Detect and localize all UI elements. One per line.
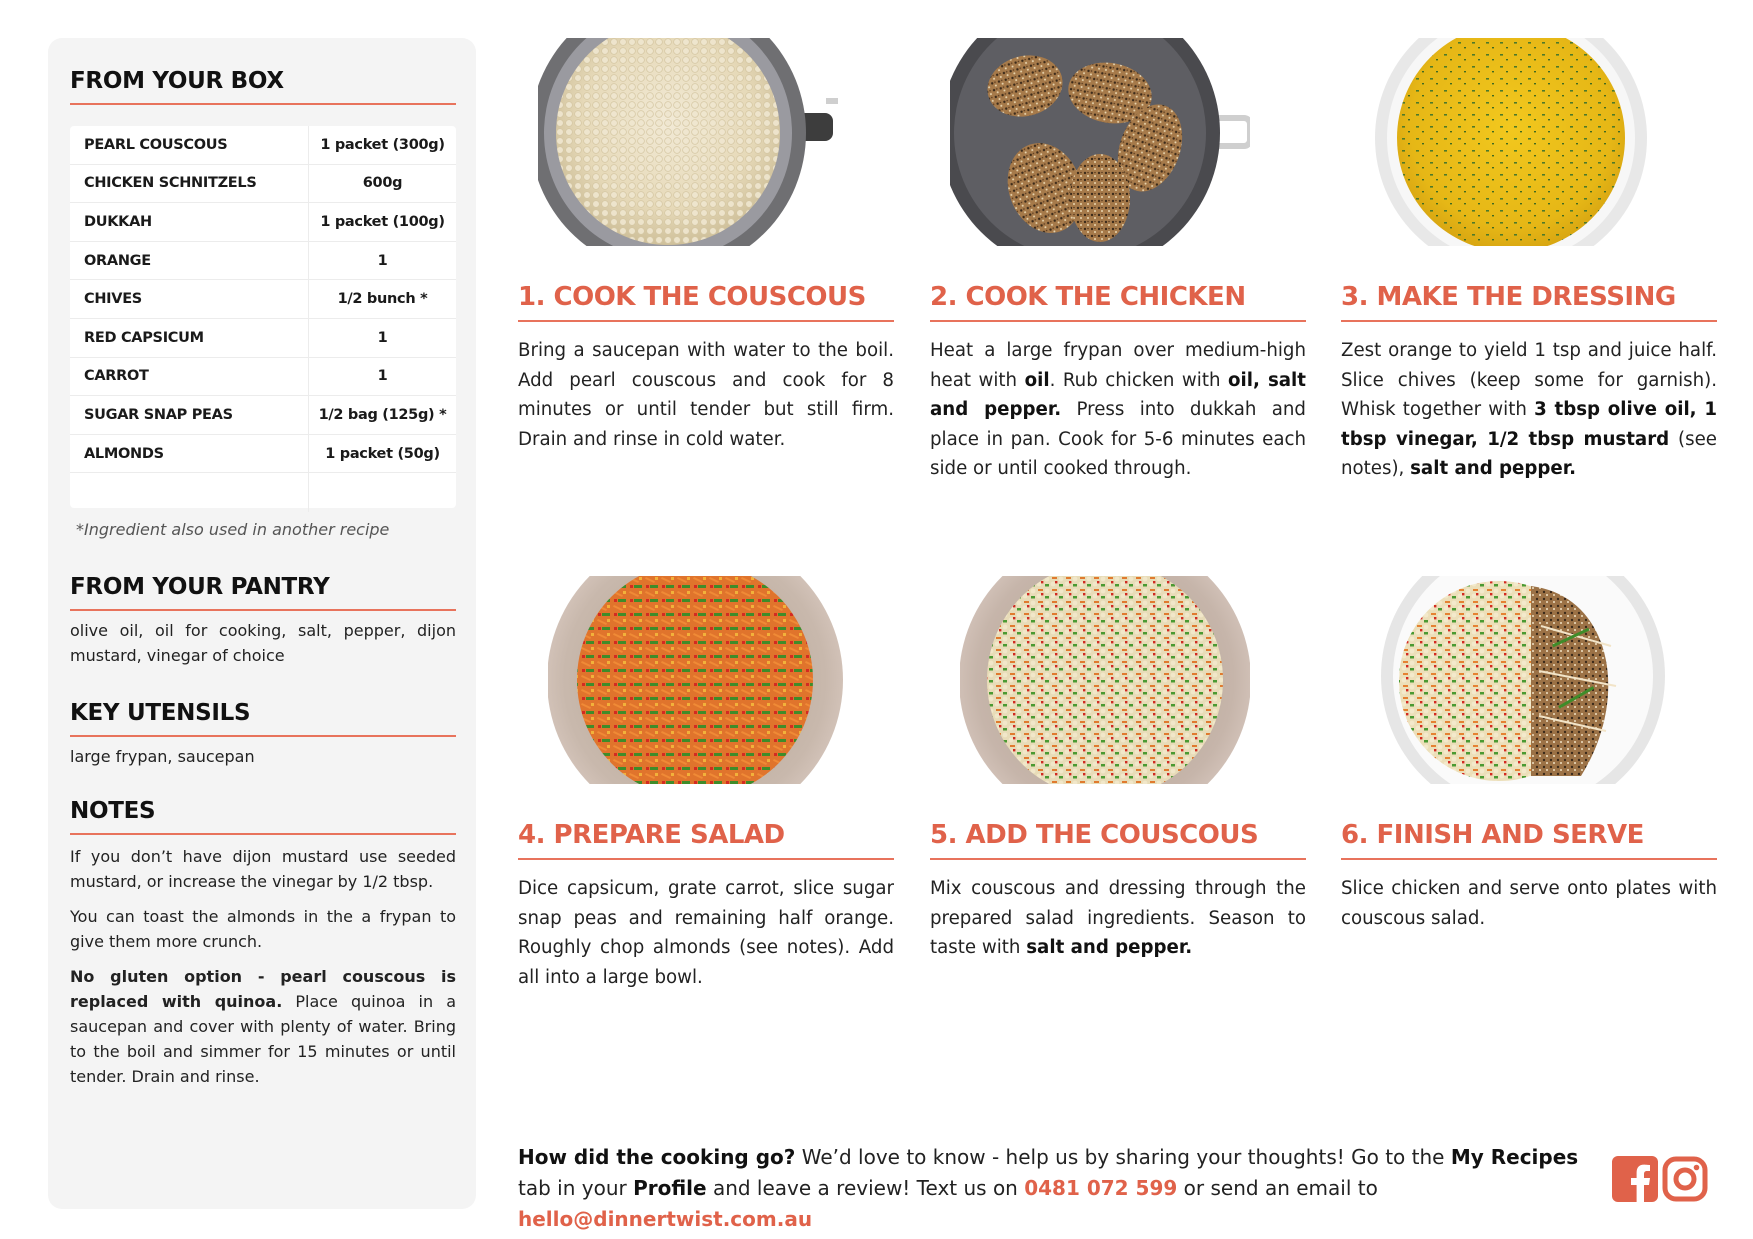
box-ingredient-table [70, 126, 456, 508]
ingredient-row [70, 165, 456, 204]
step-bold: oil [1024, 369, 1050, 391]
step-bold: salt and pepper. [1410, 458, 1577, 479]
step-text: (see notes), [1341, 428, 1717, 479]
dressing-bowl-photo [1371, 38, 1661, 246]
plated-dish-photo [1381, 576, 1666, 784]
ingredient-qty [308, 473, 456, 512]
ingredient-qty: 1/2 bunch * [308, 280, 456, 318]
ingredient-name: CARROT [84, 368, 149, 385]
ingredient-row-empty [70, 473, 456, 512]
facebook-icon[interactable] [1612, 1156, 1658, 1202]
ingredient-row [70, 435, 456, 474]
step-body: Bring a saucepan with water to the boil. Add pearl couscous and cook for 8 minutes or until tender but still firm. Drain and rinse in cold water. [518, 340, 894, 450]
note-paragraph [70, 964, 456, 1089]
couscous-in-saucepan-photo [538, 38, 838, 246]
step-body: Slice chicken and serve onto plates with couscous salad. [1341, 878, 1717, 929]
ingredient-name: ALMONDS [84, 445, 164, 462]
ingredient-name: DUKKAH [84, 213, 152, 230]
ingredient-row [70, 319, 456, 358]
step-title: 3. MAKE THE DRESSING [1341, 282, 1717, 322]
ingredient-row [70, 396, 456, 435]
footer-bold: Profile [633, 1176, 707, 1200]
step-title: 2. COOK THE CHICKEN [930, 282, 1306, 322]
ingredient-name: CHICKEN SCHNITZELS [84, 175, 257, 192]
ingredient-name: CHIVES [84, 291, 142, 308]
step-title: 4. PREPARE SALAD [518, 820, 894, 860]
salad-bowl-photo [548, 576, 843, 784]
step-bold: salt and pepper. [1026, 937, 1193, 958]
email-link[interactable]: hello@dinnertwist.com.au [518, 1207, 813, 1231]
feedback-footer [518, 1142, 1588, 1235]
step-title: 6. FINISH AND SERVE [1341, 820, 1717, 860]
ingredient-row [70, 358, 456, 397]
footer-text: We’d love to know - help us by sharing your thoughts! Go to the [795, 1145, 1451, 1169]
ingredient-qty: 600g [308, 165, 456, 203]
note-paragraph: You can toast the almonds in the a frypan to give them more crunch. [70, 907, 456, 951]
note-rest: Place quinoa in a saucepan and cover with plenty of water. Bring to the boil and simmer for 15 minutes or until tender. Drain and rinse. [70, 992, 456, 1086]
ingredient-qty: 1 [308, 319, 456, 357]
utensils-text: large frypan, saucepan [70, 747, 255, 766]
pantry-heading: FROM YOUR PANTRY [70, 574, 456, 611]
box-footnote: *Ingredient also used in another recipe [76, 520, 390, 539]
step-text: Mix couscous and dressing through the prepared salad ingredients. Season to taste with [930, 878, 1306, 958]
ingredient-name: SUGAR SNAP PEAS [84, 406, 233, 423]
footer-text: tab in your [518, 1176, 634, 1200]
footer-question: How did the cooking go? [518, 1145, 796, 1169]
ingredient-qty: 1 [308, 358, 456, 396]
note-paragraph: If you don’t have dijon mustard use seeded mustard, or increase the vinegar by 1/2 tbsp. [70, 847, 456, 891]
ingredients-sidebar [48, 38, 476, 1209]
footer-text: and leave a review! Text us on [706, 1176, 1025, 1200]
chicken-in-frypan-photo [950, 38, 1250, 246]
step-bold: oil, salt and pepper. [930, 369, 1306, 420]
phone-link[interactable]: 0481 072 599 [1024, 1176, 1178, 1200]
couscous-salad-photo [960, 576, 1250, 784]
utensils-heading: KEY UTENSILS [70, 700, 456, 737]
step-body [930, 336, 1306, 484]
step-text: Heat a large frypan over medium-high heat with [930, 340, 1306, 391]
ingredient-name: ORANGE [84, 252, 151, 269]
ingredient-row [70, 242, 456, 281]
ingredient-row [70, 280, 456, 319]
ingredient-row [70, 203, 456, 242]
notes-heading: NOTES [70, 798, 456, 835]
step-bold: 3 tbsp olive oil, 1 tbsp vinegar, 1/2 tbsp mustard [1341, 399, 1717, 450]
step-text: Zest orange to yield 1 tsp and juice half. Slice chives (keep some for garnish). Whisk together with [1341, 340, 1717, 420]
footer-text: or send an email to [1177, 1176, 1378, 1200]
notes-text [70, 844, 456, 1099]
instagram-icon[interactable] [1662, 1156, 1708, 1202]
ingredient-qty: 1 [308, 242, 456, 280]
ingredient-row [70, 126, 456, 165]
pantry-text: olive oil, oil for cooking, salt, pepper, dijon mustard, vinegar of choice [70, 621, 456, 665]
footer-bold: My Recipes [1450, 1145, 1579, 1169]
ingredient-qty: 1 packet (50g) [308, 435, 456, 473]
box-heading: FROM YOUR BOX [70, 68, 456, 105]
step-text: . Rub chicken with [1049, 369, 1229, 391]
ingredient-qty: 1 packet (100g) [308, 203, 456, 241]
step-title: 1. COOK THE COUSCOUS [518, 282, 894, 322]
step-body: Dice capsicum, grate carrot, slice sugar snap peas and remaining half orange. Roughly chop almonds (see notes). Add all into a large bowl. [518, 878, 894, 988]
step-text: Press into dukkah and place in pan. Cook for 5-6 minutes each side or until cooked through. [930, 399, 1306, 479]
step-body [1341, 336, 1717, 484]
step-title: 5. ADD THE COUSCOUS [930, 820, 1306, 860]
note-bold: No gluten option - pearl couscous is replaced with quinoa. [70, 967, 456, 1011]
ingredient-name: PEARL COUSCOUS [84, 136, 228, 153]
ingredient-qty: 1/2 bag (125g) * [308, 396, 456, 434]
step-body [930, 874, 1306, 963]
ingredient-name: RED CAPSICUM [84, 329, 204, 346]
ingredient-qty: 1 packet (300g) [308, 126, 456, 164]
